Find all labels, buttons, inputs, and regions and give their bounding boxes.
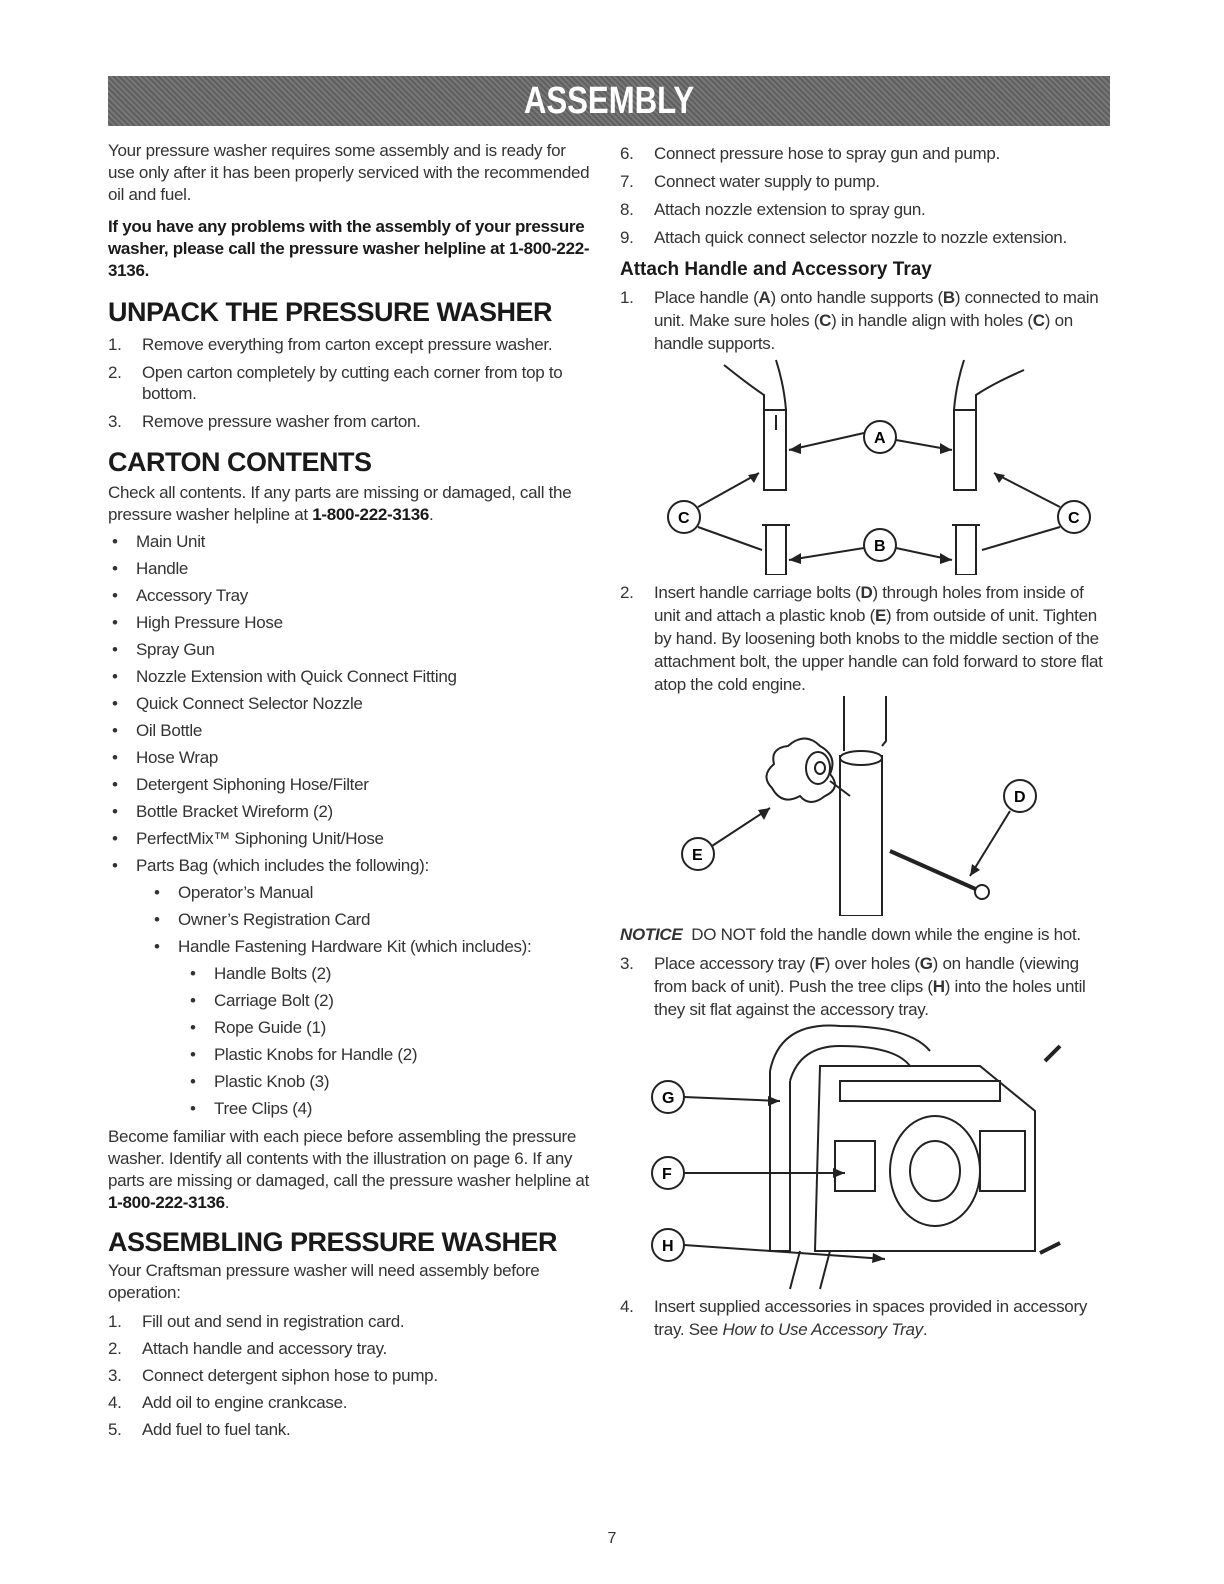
list-item: 4. Add oil to engine crankcase. <box>108 1393 348 1412</box>
accessory-tray-figure <box>640 1021 1080 1291</box>
label-g: G <box>662 1090 675 1107</box>
label-e: E <box>692 847 703 864</box>
list-item: • Owner’s Registration Card <box>108 906 594 933</box>
label-a: A <box>874 430 886 447</box>
right-column <box>620 140 1112 1341</box>
list-item: 3. Connect detergent siphon hose to pump. <box>108 1366 438 1385</box>
list-item: 2. Attach handle and accessory tray. <box>108 1339 387 1358</box>
list-item: • Hose Wrap <box>108 744 594 771</box>
list-item: • Spray Gun <box>108 636 594 663</box>
handle-alignment-figure <box>664 355 1094 575</box>
list-item: • Accessory Tray <box>108 582 594 609</box>
section-title: ASSEMBLY <box>523 80 695 122</box>
list-item: 3. Remove pressure washer from carton. <box>108 412 421 431</box>
list-item: • Rope Guide (1) <box>108 1014 594 1041</box>
list-item: 2. Open carton completely by cutting each corner from top to bottom. <box>108 363 563 403</box>
list-item: • Handle Bolts (2) <box>108 960 594 987</box>
assembling-heading: ASSEMBLING PRESSURE WASHER <box>108 1227 558 1257</box>
label-c-left: C <box>678 510 690 527</box>
section-banner <box>108 76 1110 126</box>
label-c-right: C <box>1068 510 1080 527</box>
attach-step-1 <box>620 286 1112 355</box>
list-item: 6. Connect pressure hose to spray gun and pump. <box>620 144 1000 163</box>
notice-label: NOTICE <box>620 925 683 944</box>
assembling-steps-continued <box>620 140 1112 252</box>
helpline-note: If you have any problems with the assembly of your pressure washer, please call the pressure washer helpline at 1-800-222-3136. <box>108 217 590 280</box>
attach-step-3 <box>620 952 1112 1021</box>
assembling-steps <box>108 1308 594 1443</box>
list-item: 1. Remove everything from carton except pressure washer. <box>108 335 553 354</box>
list-item: 3. Place accessory tray (F) over holes (G) on handle (viewing from back of unit). Push the tree clips (H) into the holes until they sit flat against the accessory tray. <box>620 954 1086 1019</box>
cross-reference-link: How to Use Accessory Tray <box>722 1320 923 1339</box>
carton-items <box>108 528 594 879</box>
attach-step-4 <box>620 1295 1112 1341</box>
list-item: 2. Insert handle carriage bolts (D) through holes from inside of unit and attach a plastic knob (E) from outside of unit. Tighten by hand. By loosening both knobs to the middle section of the attachment bolt, the upper handle can fold forward to store flat atop the cold engine. <box>620 583 1103 694</box>
list-item: 9. Attach quick connect selector nozzle to nozzle extension. <box>620 228 1067 247</box>
list-item: • Handle <box>108 555 594 582</box>
list-item: • PerfectMix™ Siphoning Unit/Hose <box>108 825 594 852</box>
list-item: • Plastic Knobs for Handle (2) <box>108 1041 594 1068</box>
label-b: B <box>874 538 886 555</box>
list-item: 7. Connect water supply to pump. <box>620 172 880 191</box>
list-item: • Nozzle Extension with Quick Connect Fitting <box>108 663 594 690</box>
list-item: • Oil Bottle <box>108 717 594 744</box>
list-item: • Main Unit <box>108 528 594 555</box>
list-item: • Quick Connect Selector Nozzle <box>108 690 594 717</box>
list-item: • Carriage Bolt (2) <box>108 987 594 1014</box>
page-number: 7 <box>607 1530 617 1547</box>
list-item: • High Pressure Hose <box>108 609 594 636</box>
list-item: 4. Insert supplied accessories in spaces provided in accessory tray. See How to Use Accessory Tray. <box>620 1297 1088 1339</box>
list-item: • Handle Fastening Hardware Kit (which includes): <box>108 933 594 960</box>
assembling-intro: Your Craftsman pressure washer will need assembly before operation: <box>108 1261 540 1302</box>
knob-bolt-figure <box>670 696 1100 916</box>
list-item: • Parts Bag (which includes the following): <box>108 852 594 879</box>
left-column <box>108 140 594 1443</box>
list-item: 1. Place handle (A) onto handle supports (B) connected to main unit. Make sure holes (C) in handle align with holes (C) on handle supports. <box>620 288 1099 353</box>
label-h: H <box>662 1238 674 1255</box>
list-item: 5. Add fuel to fuel tank. <box>108 1420 291 1439</box>
list-item: • Operator’s Manual <box>108 879 594 906</box>
notice-paragraph: NOTICE DO NOT fold the handle down while the engine is hot. <box>620 925 1081 944</box>
list-item: • Detergent Siphoning Hose/Filter <box>108 771 594 798</box>
list-item: • Plastic Knob (3) <box>108 1068 594 1095</box>
list-item: • Tree Clips (4) <box>108 1095 594 1122</box>
carton-intro: Check all contents. If any parts are missing or damaged, call the pressure washer helpline at 1-800-222-3136. <box>108 483 572 524</box>
unpack-heading: UNPACK THE PRESSURE WASHER <box>108 297 553 327</box>
attach-step-2 <box>620 581 1112 696</box>
label-f: F <box>662 1166 672 1183</box>
intro-paragraph: Your pressure washer requires some assembly and is ready for use only after it has been properly serviced with the recommended oil and fuel. <box>108 141 590 204</box>
familiar-paragraph: Become familiar with each piece before assembling the pressure washer. Identify all contents with the illustration on page 6. If any parts are missing or damaged, call the pressure washer helpline at 1-800-222-3136. <box>108 1127 590 1212</box>
hardware-kit-items <box>108 960 594 1122</box>
label-d: D <box>1014 789 1026 806</box>
list-item: 8. Attach nozzle extension to spray gun. <box>620 200 926 219</box>
attach-heading: Attach Handle and Accessory Tray <box>620 259 932 280</box>
parts-bag-items <box>108 879 594 960</box>
list-item: 1. Fill out and send in registration card. <box>108 1312 405 1331</box>
carton-heading: CARTON CONTENTS <box>108 447 372 477</box>
unpack-steps <box>108 334 594 432</box>
list-item: • Bottle Bracket Wireform (2) <box>108 798 594 825</box>
